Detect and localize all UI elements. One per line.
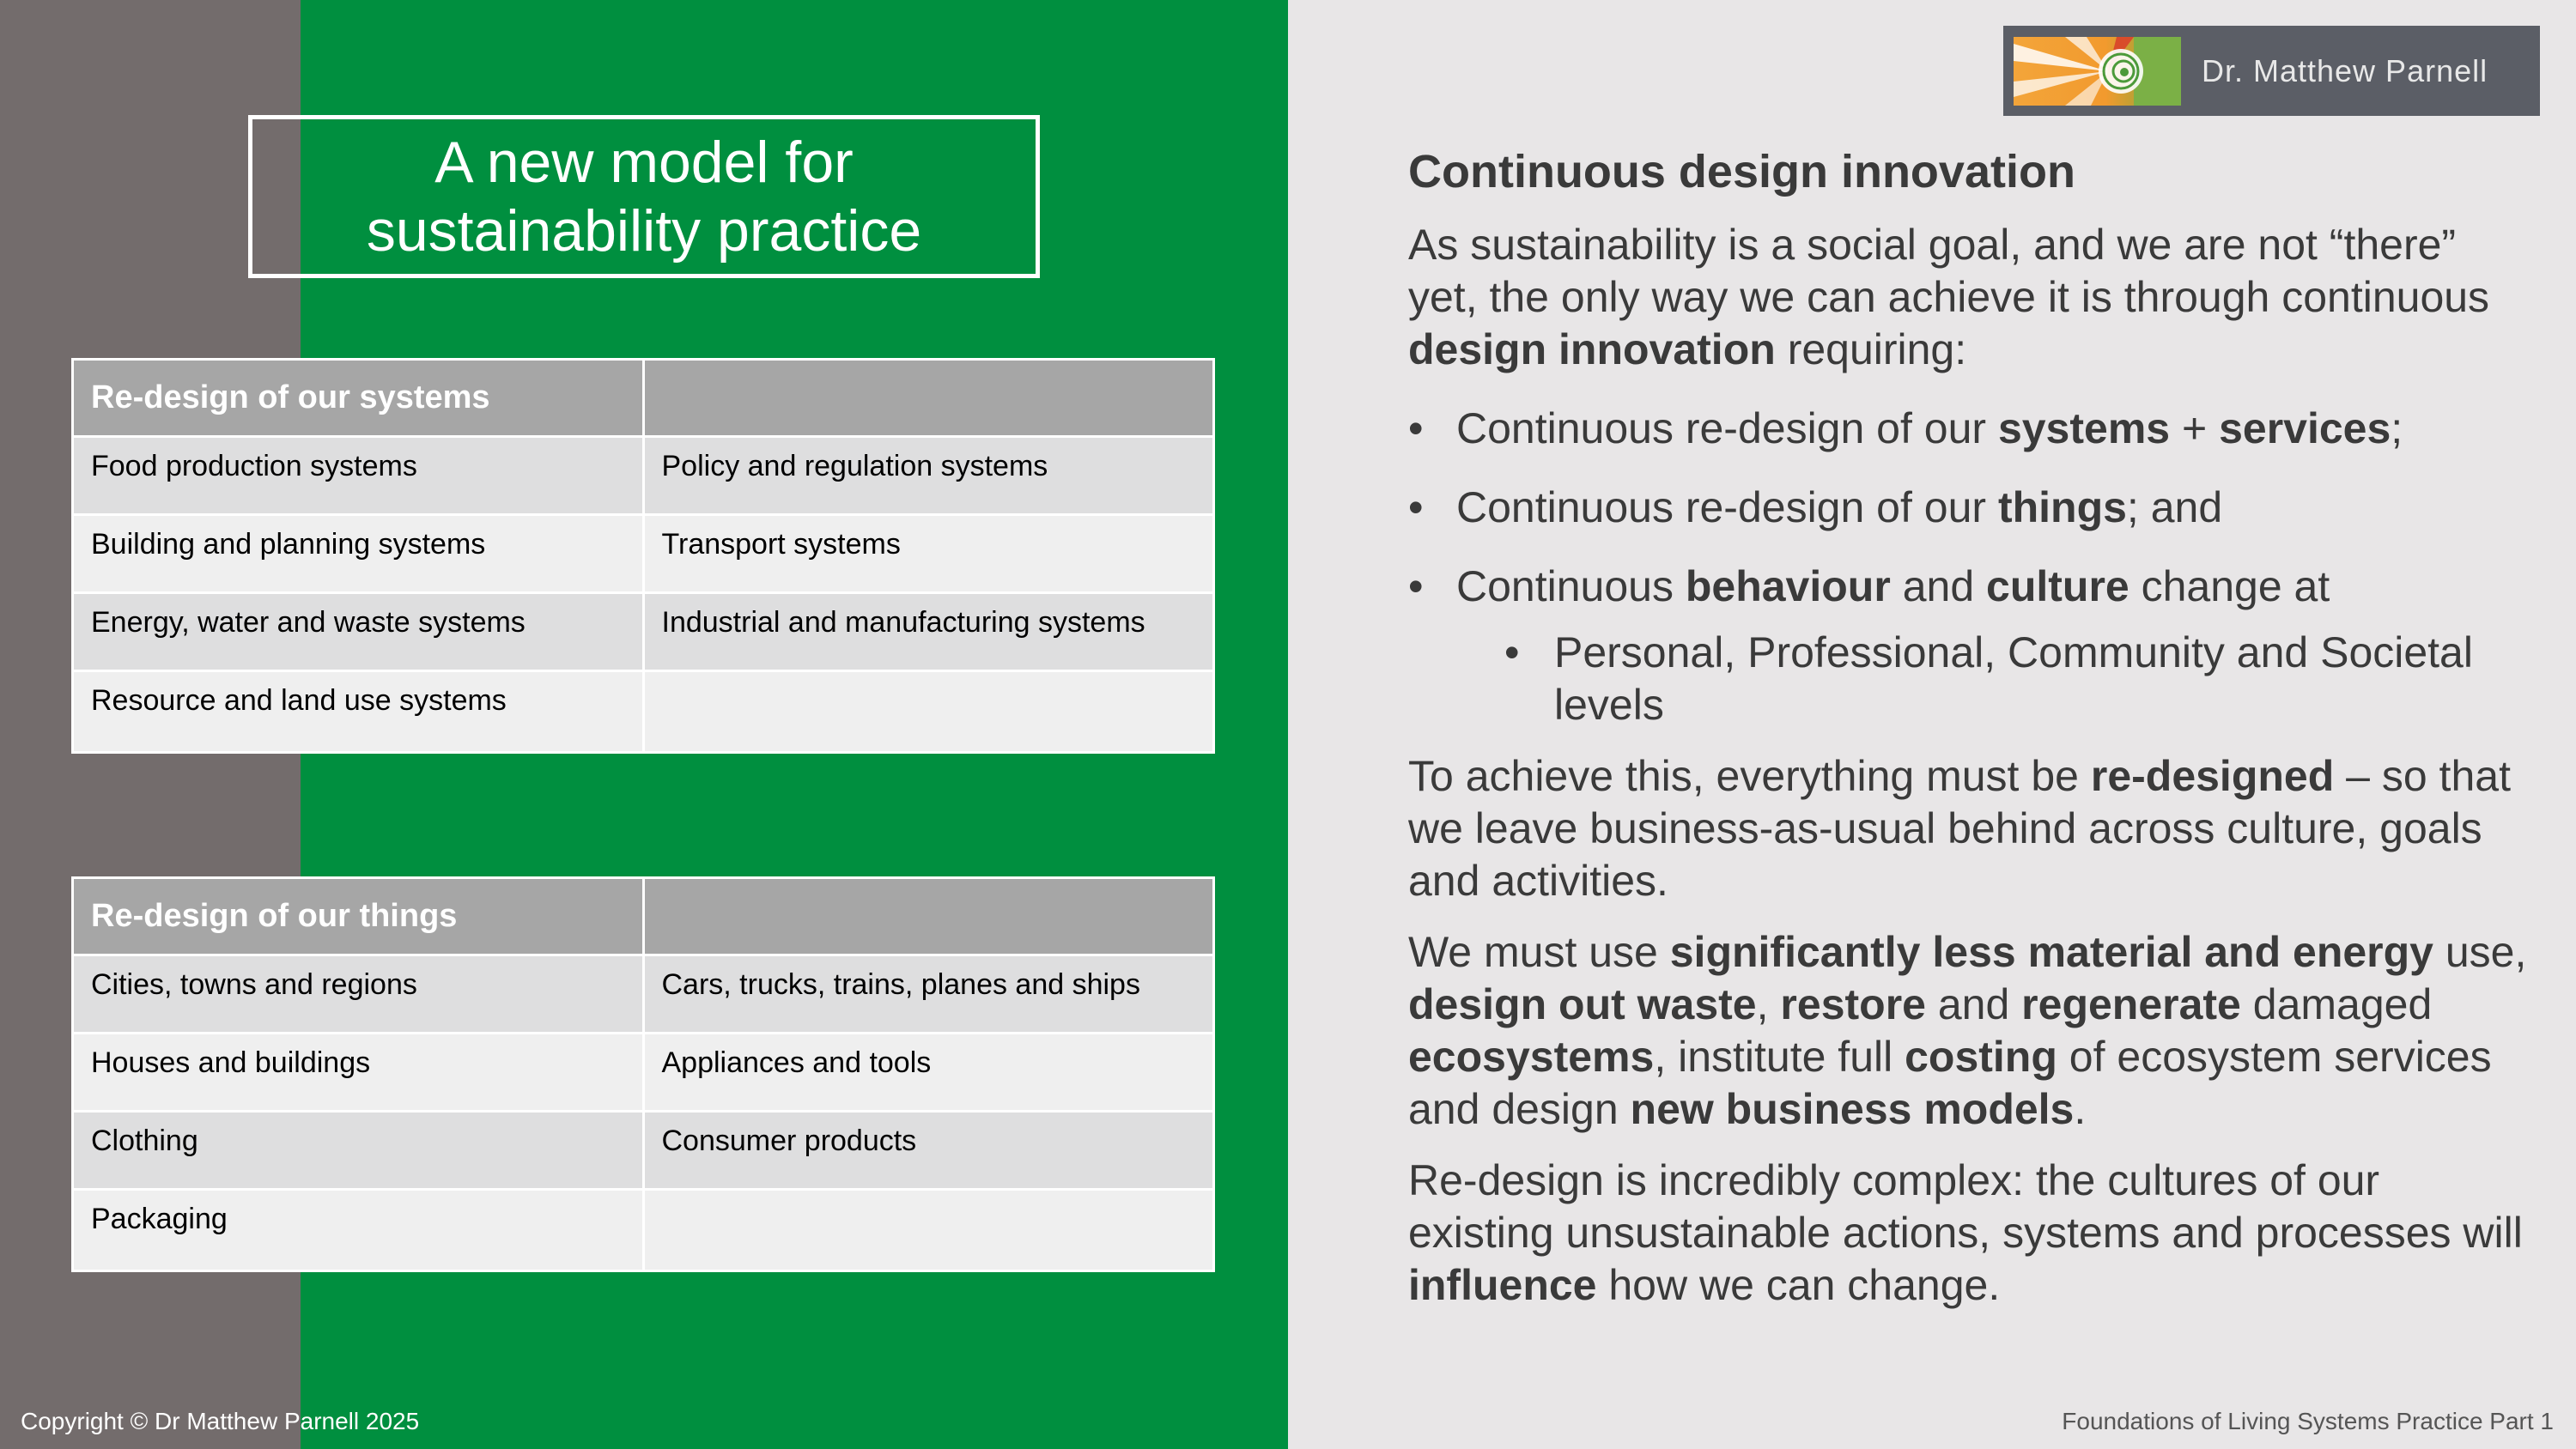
table-cell: Consumer products: [643, 1112, 1214, 1190]
table-row: [73, 437, 1214, 515]
course-footer: Foundations of Living Systems Practice Part 1: [2062, 1408, 2554, 1434]
bullet-dot-icon: •: [1504, 628, 1520, 676]
content-heading: Continuous design innovation: [1408, 146, 2075, 197]
table-cell: Cars, trucks, trains, planes and ships: [643, 955, 1214, 1034]
systems-table: [71, 358, 1215, 754]
author-name: Dr. Matthew Parnell: [2202, 52, 2488, 88]
copyright-notice: Copyright © Dr Matthew Parnell 2025: [21, 1408, 420, 1434]
table-cell: [643, 671, 1214, 753]
sub-bullet-text: Personal, Professional, Community and Societal levels: [1554, 628, 2473, 729]
table-row: [73, 671, 1214, 753]
table-row: [73, 1112, 1214, 1190]
material-energy-paragraph: We must use significantly less material and energy use, design out waste, restore and regenerate damaged ecosystems, institute full costing of ecosystem services and design new business models.: [1408, 928, 2527, 1133]
table-cell: Industrial and manufacturing systems: [643, 593, 1214, 671]
sub-bullet-item: [1408, 627, 2533, 731]
things-table: [71, 876, 1215, 1272]
slide-title: A new model for sustainability practice: [248, 115, 1040, 278]
author-logo: [2003, 26, 2540, 116]
bullet-text: Continuous re-design of our systems + services;: [1456, 404, 2403, 452]
complexity-paragraph: Re-design is incredibly complex: the cultures of our existing unsustainable actions, systems and processes will influence how we can change.: [1408, 1156, 2523, 1309]
nautilus-logo-icon: [2014, 37, 2181, 106]
systems-table-header: Re-design of our systems: [73, 360, 644, 437]
table-row: [73, 515, 1214, 593]
bullet-dot-icon: •: [1408, 404, 1424, 452]
intro-paragraph: As sustainability is a social goal, and we are not “there” yet, the only way we can achieve it is through continuous design innovation requiring:: [1408, 221, 2490, 373]
things-table-header-blank: [643, 878, 1214, 955]
table-cell: Policy and regulation systems: [643, 437, 1214, 515]
table-row: [73, 1190, 1214, 1271]
bullet-text: Continuous behaviour and culture change at: [1456, 562, 2330, 610]
table-cell: Food production systems: [73, 437, 644, 515]
redesign-paragraph: To achieve this, everything must be re-designed – so that we leave business-as-usual behind across culture, goals and activities.: [1408, 752, 2511, 905]
content-column: [1408, 142, 2533, 1312]
table-cell: Transport systems: [643, 515, 1214, 593]
bullet-item: [1408, 482, 2533, 534]
bullet-item: [1408, 403, 2533, 455]
things-table-header: Re-design of our things: [73, 878, 644, 955]
table-row: [73, 1034, 1214, 1112]
table-cell: Houses and buildings: [73, 1034, 644, 1112]
bullet-text: Continuous re-design of our things; and: [1456, 483, 2223, 531]
table-cell: [643, 1190, 1214, 1271]
table-row: [73, 593, 1214, 671]
bullet-dot-icon: •: [1408, 483, 1424, 531]
bullet-item: [1408, 561, 2533, 613]
bullet-dot-icon: •: [1408, 562, 1424, 610]
table-row: [73, 955, 1214, 1034]
table-cell: Building and planning systems: [73, 515, 644, 593]
table-cell: Appliances and tools: [643, 1034, 1214, 1112]
table-cell: Resource and land use systems: [73, 671, 644, 753]
table-cell: Cities, towns and regions: [73, 955, 644, 1034]
systems-table-header-blank: [643, 360, 1214, 437]
table-cell: Energy, water and waste systems: [73, 593, 644, 671]
table-cell: Clothing: [73, 1112, 644, 1190]
table-cell: Packaging: [73, 1190, 644, 1271]
